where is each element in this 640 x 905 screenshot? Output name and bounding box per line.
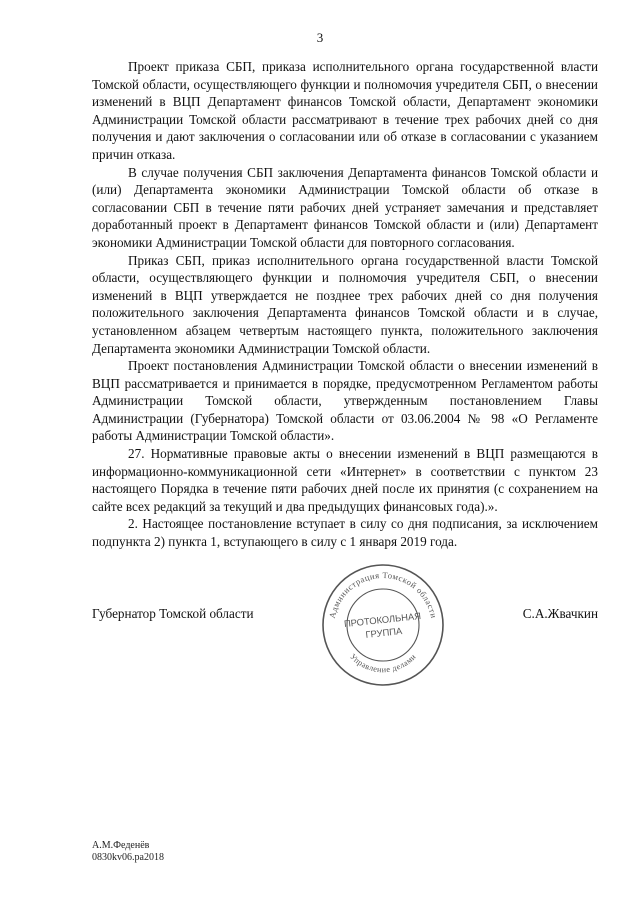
stamp-outer-text: Администрация Томской области	[326, 569, 440, 620]
official-stamp	[318, 560, 448, 690]
paragraph: Проект постановления Администрации Томской области о внесении изменений в ВЦП рассматривается и принимается в порядке, предусмотренном Регламентом работы Администрации Томской области, утвержденным постановлением Главы Администрации (Губернатора) Томской области от 03.06.2004 № 98 «О Регламенте работы Администрации Томской области».	[92, 358, 598, 444]
signatory-name: С.А.Жвачкин	[522, 606, 598, 621]
document-code: 0830kv06.pa2018	[92, 852, 164, 863]
paragraph: Приказ СБП, приказ исполнительного органа государственной власти Томской области, осуществляющего функции и полномочия учредителя СБП, о внесении изменений в ВЦП утверждается не позднее трех рабочих дней со дня получения положительного заключения Департамента финансов Томской области и в случае, установленном абзацем четвертым настоящего пункта, положительного заключения Департамента экономики Администрации Томской области.	[92, 252, 598, 356]
document-body	[92, 58, 598, 551]
stamp-center-line: ПРОТОКОЛЬНАЯ	[343, 610, 422, 630]
stamp-center-line: ГРУППА	[364, 625, 403, 640]
author-name: А.М.Феденёв	[92, 840, 150, 851]
paragraph: 2. Настоящее постановление вступает в силу со дня подписания, за исключением подпункта 2) пункта 1, вступающего в силу с 1 января 2019 года.	[92, 516, 598, 550]
paragraph: В случае получения СБП заключения Департамента финансов Томской области и (или) Департамента экономики Администрации Томской области об отказе в согласовании СБП в течение пяти рабочих дней устраняет замечания и представляет доработанный проект в Департамент финансов Томской области и (или) Департамент экономики Администрации Томской области для повторного согласования.	[92, 164, 598, 250]
signatory-title: Губернатор Томской области	[92, 606, 254, 621]
page-number: 3	[316, 30, 324, 45]
footer-note	[92, 840, 164, 864]
paragraph: Проект приказа СБП, приказа исполнительного органа государственной власти Томской области, осуществляющего функции и полномочия учредителя СБП, о внесении изменений в ВЦП Департамент финансов Томской области, Департамент экономики Администрации Томской области рассматривают в течение трех рабочих дней со дня получения и дают заключения о согласовании или об отказе в согласовании с указанием причин отказа.	[92, 59, 598, 162]
stamp-bottom-text: Управление делами	[348, 652, 418, 675]
paragraph: 27. Нормативные правовые акты о внесении изменений в ВЦП размещаются в информационно-коммуникационной сети «Интернет» в соответствии с пунктом 23 настоящего Порядка в течение пяти рабочих дней после их принятия (с сохранением на сайте всех редакций за текущий и два предыдущих финансовых года).».	[92, 446, 598, 514]
